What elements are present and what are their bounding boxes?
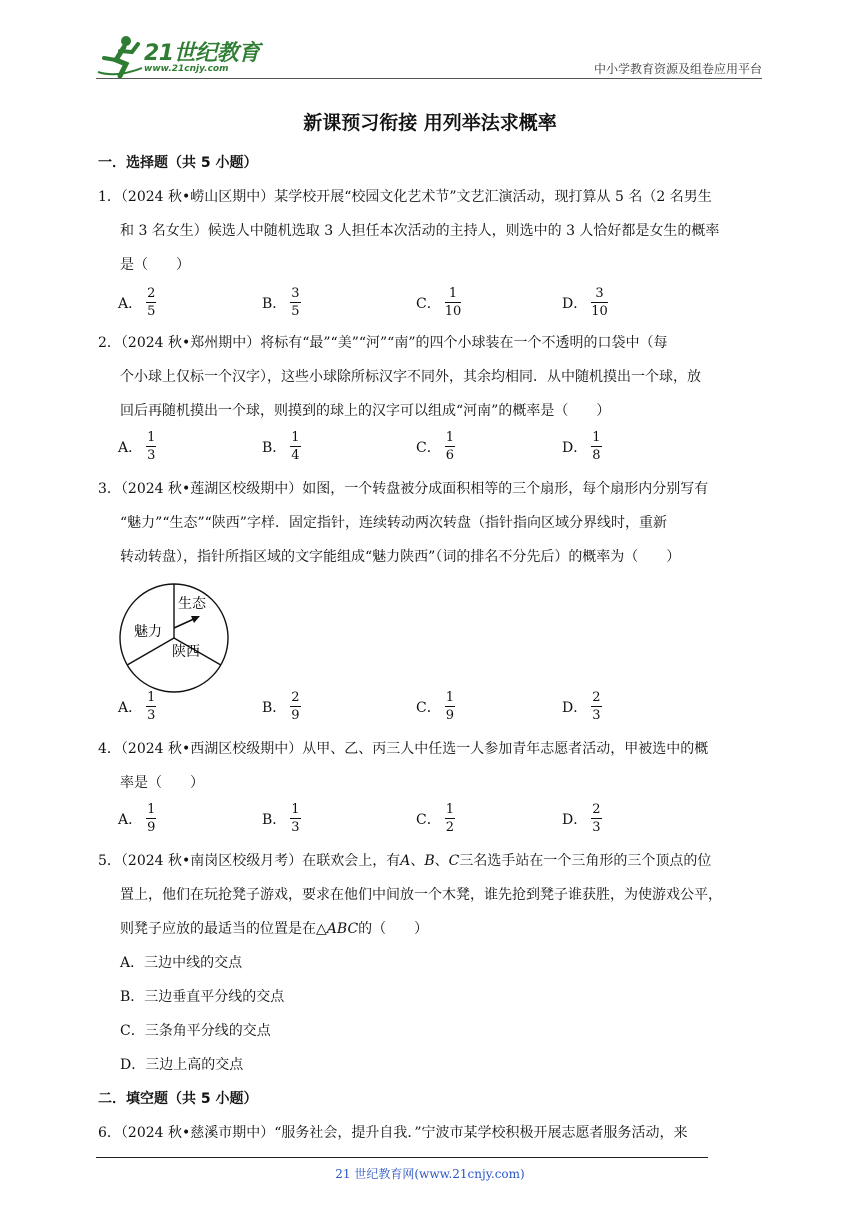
brand-url: www.21cnjy.com — [144, 64, 229, 74]
option-a: A．三边中线的交点 — [120, 955, 243, 971]
question-text: 是（ ） — [120, 257, 190, 273]
question-text: 回后再随机摸出一个球，则摸到的球上的汉字可以组成“河南”的概率是（ ） — [120, 403, 611, 419]
fraction: $\frac{1}{3}$ — [147, 690, 156, 723]
question-text: 率是（ ） — [120, 775, 204, 791]
question-text: 和 3 名女生）候选人中随机选取 3 人担任本次活动的主持人，则选中的 3 人恰好都是女生的概率 — [120, 223, 720, 239]
fraction: $\frac{3}{5}$ — [291, 286, 300, 319]
option-d: D． $\frac{1}{8}$ — [562, 430, 601, 463]
option-b: B． $\frac{3}{5}$ — [262, 286, 300, 319]
question-text: 置上，他们在玩抢凳子游戏，要求在他们中间放一个木凳，谁先抢到凳子谁获胜，为使游戏公平， — [120, 887, 722, 903]
question-text: “魅力”“生态”“陕西”字样．固定指针，连续转动两次转盘（指针指向区域分界线时，重新 — [120, 515, 667, 531]
option-b: B． $\frac{1}{4}$ — [262, 430, 300, 463]
question-text: 4．（2024 秋•西湖区校级期中）从甲、乙、丙三人中任选一人参加青年志愿者活动，甲被选中的概 — [98, 741, 709, 757]
fraction: $\frac{3}{10}$ — [591, 286, 608, 319]
sector-divider — [127, 638, 174, 665]
fraction: $\frac{1}{10}$ — [444, 286, 462, 319]
option-b: B． $\frac{1}{3}$ — [262, 802, 300, 835]
option-b: B．三边垂直平分线的交点 — [120, 989, 285, 1005]
brand-name: 21世纪教育 — [144, 41, 260, 66]
question-text: 6．（2024 秋•慈溪市期中）“服务社会，提升自我．”宁波市某学校积极开展志愿者服务活动，来 — [98, 1125, 688, 1141]
fraction: $\frac{1}{8}$ — [592, 430, 601, 463]
option-c: C． $\frac{1}{2}$ — [416, 802, 454, 835]
option-d: D． $\frac{2}{3}$ — [562, 690, 601, 723]
fraction: $\frac{1}{4}$ — [291, 430, 300, 463]
option-b: B． $\frac{2}{9}$ — [262, 690, 300, 723]
option-c: C．三条角平分线的交点 — [120, 1023, 271, 1039]
brand-logo — [96, 34, 266, 80]
section-title-fill: 二．填空题（共 5 小题） — [98, 1091, 258, 1107]
runner-icon — [96, 34, 144, 80]
sector-label-meili: 魅力 — [134, 624, 162, 640]
option-d: D． $\frac{2}{3}$ — [562, 802, 601, 835]
fraction: $\frac{1}{3}$ — [147, 430, 156, 463]
option-c: C． $\frac{1}{10}$ — [416, 286, 462, 319]
fraction: $\frac{2}{3}$ — [592, 802, 601, 835]
question-text: 1．（2024 秋•崂山区期中）某学校开展“校园文化艺术节”文艺汇演活动，现打算从 5 名（2 名男生 — [98, 189, 712, 205]
section-title-choice: 一．选择题（共 5 小题） — [98, 155, 258, 171]
question-text: 个小球上仅标一个汉字），这些小球除所标汉字不同外，其余均相同．从中随机摸出一个球，放 — [120, 369, 701, 385]
fraction: $\frac{1}{2}$ — [445, 802, 454, 835]
question-text: 5．（2024 秋•南岗区校级月考）在联欢会上，有A、B、C三名选手站在一个三角形的三个顶点的位 — [98, 853, 712, 869]
question-text: 则凳子应放的最适当的位置是在△ABC的（ ） — [120, 921, 429, 937]
sector-label-shanxi: 陕西 — [172, 644, 200, 660]
option-c: C． $\frac{1}{9}$ — [416, 690, 454, 723]
fraction: $\frac{2}{9}$ — [291, 690, 300, 723]
fraction: $\frac{1}{3}$ — [291, 802, 300, 835]
footer-link[interactable]: 21 世纪教育网(www.21cnjy.com) — [335, 1167, 525, 1181]
page-title: 新课预习衔接 用列举法求概率 — [303, 112, 557, 134]
page-header — [96, 34, 762, 80]
question-text: 3．（2024 秋•莲湖区校级期中）如图，一个转盘被分成面积相等的三个扇形，每个扇形内分别写有 — [98, 481, 709, 497]
option-a: A． $\frac{1}{3}$ — [118, 430, 156, 463]
option-a: A． $\frac{1}{9}$ — [118, 802, 156, 835]
spinner-figure — [118, 582, 230, 694]
option-a: A． $\frac{1}{3}$ — [118, 690, 156, 723]
fraction: $\frac{1}{6}$ — [445, 430, 454, 463]
option-a: A． $\frac{2}{5}$ — [118, 286, 156, 319]
sector-label-shengtai: 生态 — [178, 596, 206, 612]
fraction: $\frac{2}{5}$ — [147, 286, 156, 319]
platform-label: 中小学教育资源及组卷应用平台 — [593, 62, 762, 76]
option-d: D．三边上高的交点 — [120, 1057, 244, 1073]
header-divider — [96, 78, 762, 79]
question-text: 转动转盘），指针所指区域的文字能组成“魅力陕西”（词的排名不分先后）的概率为（ ） — [120, 549, 681, 565]
footer-divider — [96, 1157, 708, 1158]
option-c: C． $\frac{1}{6}$ — [416, 430, 454, 463]
fraction: $\frac{1}{9}$ — [445, 690, 454, 723]
question-text: 2．（2024 秋•郑州期中）将标有“最”“美”“河”“南”的四个小球装在一个不透明的口袋中（每 — [98, 335, 668, 351]
fraction: $\frac{2}{3}$ — [592, 690, 601, 723]
option-d: D． $\frac{3}{10}$ — [562, 286, 608, 319]
fraction: $\frac{1}{9}$ — [147, 802, 156, 835]
